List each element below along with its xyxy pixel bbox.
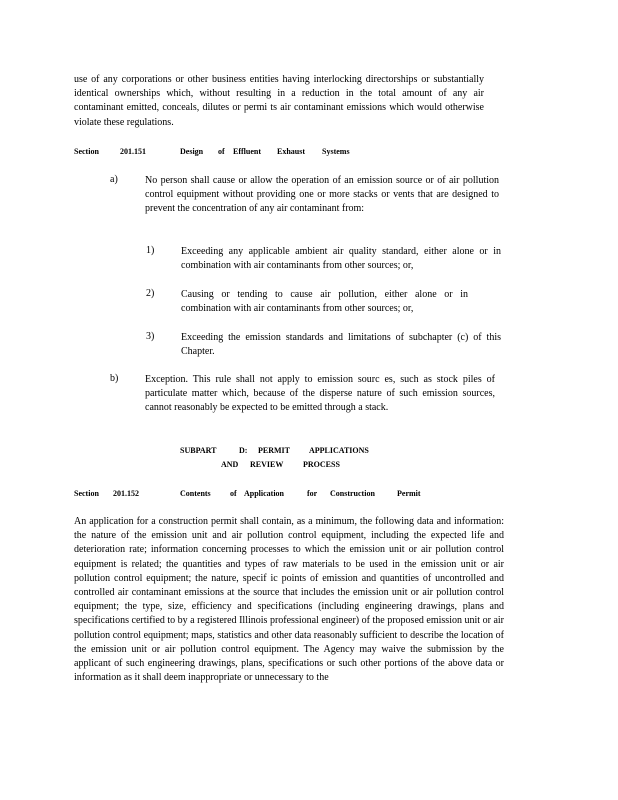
section-title-word: Design	[180, 147, 204, 156]
subpart-word: PERMIT	[258, 446, 290, 455]
section-word: Section	[74, 147, 99, 156]
section-title-word: for	[307, 489, 318, 498]
section-title-word: of	[230, 489, 237, 498]
subitem-2-text: Causing or tending to cause air pollution, either alone or in combination with air contaminants from other sources; or,	[181, 289, 468, 315]
section-201-152-heading	[74, 489, 484, 501]
section-title-word: Application	[244, 489, 285, 498]
subpart-word: PROCESS	[303, 460, 340, 469]
subpart-word: APPLICATIONS	[309, 446, 369, 455]
section-title-word: Construction	[330, 489, 375, 498]
item-a-label: a)	[110, 174, 118, 185]
section-title-word: Systems	[322, 147, 350, 156]
subitem-1-label: 1)	[146, 245, 155, 256]
subpart-word: D:	[239, 446, 248, 455]
subitem-2-label: 2)	[146, 288, 155, 299]
subpart-word: SUBPART	[180, 446, 217, 455]
subpart-word: REVIEW	[250, 460, 284, 469]
section-title-word: Contents	[180, 489, 211, 498]
intro-paragraph: use of any corporations or other business entities having interlocking directorships or substantially identical ownerships which, without resulting in a reduction in the total amount of any air contaminant emitted, conceals, dilutes or permi ts air contaminant emissions which would otherwise violate these regulations.	[74, 74, 484, 128]
subitem-1-text: Exceeding any applicable ambient air quality standard, either alone or in combination with air contaminants from other sources; or,	[181, 246, 501, 272]
section-word: Section	[74, 489, 99, 498]
section-number: 201.152	[113, 489, 139, 498]
item-b-label: b)	[110, 373, 119, 384]
section-title-word: Exhaust	[277, 147, 306, 156]
section-title-word: of	[218, 147, 225, 156]
section-title-word: Effluent	[233, 147, 261, 156]
subpart-word: AND	[221, 460, 239, 469]
section-number: 201.151	[120, 147, 146, 156]
subitem-3-label: 3)	[146, 331, 155, 342]
item-a-text: No person shall cause or allow the operation of an emission source or of air pollution control equipment without providing one or more stacks or vents that are designed to prevent the concentration of any air contaminant from:	[145, 175, 499, 215]
subpart-heading	[180, 446, 370, 470]
section-201-152-body: An application for a construction permit shall contain, as a minimum, the following data and information: the nature of the emission unit and air pollution control equipment, including the expected life and deterioration rate; information concerning processes to which the emission unit or air pollution control equipment is related; the quantities and types of raw materials to be used in the emission unit or air pollution control equipment; the nature, specif ic points of emission and quantities of uncontrolled and controlled air contaminant emissions at the source that includes the emission unit or air pollution control equipment; the type, size, efficiency and specifications (including engineering drawings, plans and specifications certified to by a registered Illinois professional engineer) of the proposed emission unit or air pollution control equipment; maps, statistics and other data reasonably sufficient to describe the location of the emission unit or air pollution control equipment. The Agency may waive the submission by the applicant of such engineering drawings, plans, specifications or such other portions of the above data or information as it shall deem inappropriate or unnecessary to the	[74, 516, 504, 684]
section-title-word: Permit	[397, 489, 421, 498]
item-b-text: Exception. This rule shall not apply to emission sourc es, such as stock piles of particulate matter which, because of the disperse nature of such emission sources, cannot reasonably be expected to be emitted through a stack.	[145, 374, 495, 414]
subitem-3-text: Exceeding the emission standards and limitations of subchapter (c) of this Chapter.	[181, 332, 501, 358]
section-201-151-heading	[74, 147, 484, 159]
